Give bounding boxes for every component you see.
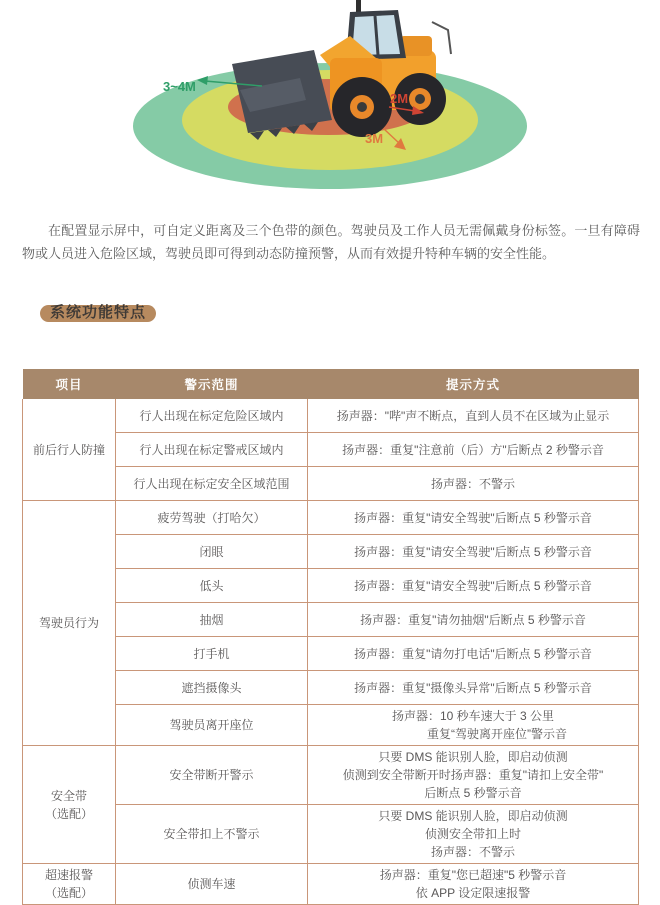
item-cell: 安全带 （选配） <box>23 746 116 864</box>
warning-zone-label: 3M <box>365 131 384 146</box>
safe-zone-label: 3~4M <box>163 79 196 94</box>
range-cell: 侦测车速 <box>116 864 308 905</box>
method-cell: 扬声器：10 秒车速大于 3 公里 重复“驾驶离开座位”警示音 <box>308 705 639 746</box>
method-cell: 扬声器：重复"注意前（后）方"后断点 2 秒警示音 <box>308 433 639 467</box>
range-cell: 行人出现在标定警戒区域内 <box>116 433 308 467</box>
table-header-row <box>23 369 639 399</box>
range-cell: 行人出现在标定危险区域内 <box>116 399 308 433</box>
method-cell: 扬声器：重复"请安全驾驶"后断点 5 秒警示音 <box>308 569 639 603</box>
range-cell: 安全带扣上不警示 <box>116 805 308 864</box>
table-row <box>23 637 639 671</box>
table-row <box>23 569 639 603</box>
section-title-pill <box>40 305 156 322</box>
range-cell: 行人出现在标定安全区域范围 <box>116 467 308 501</box>
table-row <box>23 603 639 637</box>
method-cell: 扬声器：重复"请安全驾驶"后断点 5 秒警示音 <box>308 501 639 535</box>
range-cell: 疲劳驾驶（打哈欠） <box>116 501 308 535</box>
item-cell: 前后行人防撞 <box>23 399 116 501</box>
range-cell: 低头 <box>116 569 308 603</box>
wheel-loader-image <box>232 0 451 140</box>
table-row <box>23 433 639 467</box>
method-cell: 扬声器：重复"摄像头异常"后断点 5 秒警示音 <box>308 671 639 705</box>
method-cell: 扬声器：重复"请勿打电话"后断点 5 秒警示音 <box>308 637 639 671</box>
range-cell: 安全带断开警示 <box>116 746 308 805</box>
range-cell: 抽烟 <box>116 603 308 637</box>
section-title: 系统功能特点 <box>50 304 147 321</box>
features-table <box>22 369 639 905</box>
header-item: 项目 <box>23 369 116 399</box>
range-cell: 遮挡摄像头 <box>116 671 308 705</box>
method-cell: 扬声器：重复"请安全驾驶"后断点 5 秒警示音 <box>308 535 639 569</box>
range-cell: 打手机 <box>116 637 308 671</box>
table-row <box>23 501 639 535</box>
method-cell: 扬声器："哔"声不断点，直到人员不在区域为止显示 <box>308 399 639 433</box>
method-cell: 扬声器：不警示 <box>308 467 639 501</box>
method-cell: 扬声器：重复"请勿抽烟"后断点 5 秒警示音 <box>308 603 639 637</box>
header-range: 警示范围 <box>116 369 308 399</box>
item-cell: 超速报警 （选配） <box>23 864 116 905</box>
table-row <box>23 705 639 746</box>
table-row <box>23 399 639 433</box>
method-cell: 只要 DMS 能识别人脸，即启动侦测 侦测到安全带断开时扬声器：重复"请扣上安全带" 后断点 5 秒警示音 <box>308 746 639 805</box>
method-cell: 扬声器：重复"您已超速"5 秒警示音 依 APP 设定限速报警 <box>308 864 639 905</box>
detection-zones-diagram <box>0 0 660 205</box>
header-method: 提示方式 <box>308 369 639 399</box>
range-cell: 闭眼 <box>116 535 308 569</box>
method-cell: 只要 DMS 能识别人脸，即启动侦测 侦测安全带扣上时 扬声器：不警示 <box>308 805 639 864</box>
item-cell: 驾驶员行为 <box>23 501 116 746</box>
table-row <box>23 535 639 569</box>
table-row <box>23 746 639 805</box>
table-row <box>23 864 639 905</box>
table-body <box>23 399 639 905</box>
table-row <box>23 467 639 501</box>
danger-zone-label: 2M <box>390 91 409 106</box>
table-row <box>23 671 639 705</box>
range-cell: 驾驶员离开座位 <box>116 705 308 746</box>
intro-paragraph: 在配置显示屏中，可自定义距离及三个色带的颜色。驾驶员及工作人员无需佩戴身份标签。一旦有障碍物或人员进入危险区域，驾驶员即可得到动态防撞预警，从而有效提升特种车辆的安全性能。 <box>22 223 640 261</box>
table-row <box>23 805 639 864</box>
